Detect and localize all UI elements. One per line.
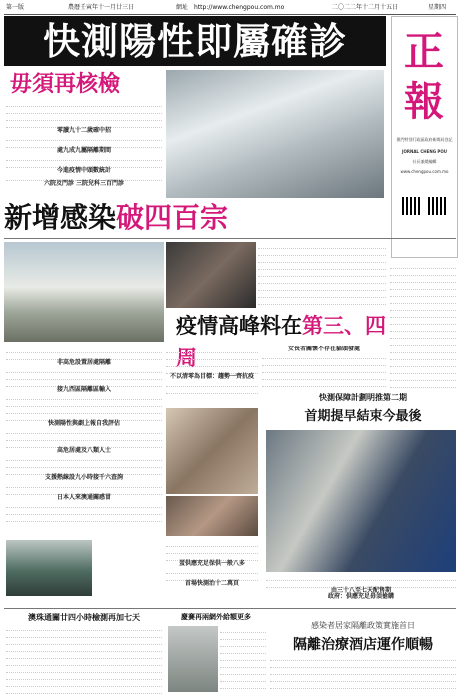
banner-part-2: 破四百宗 (116, 201, 229, 234)
story5-subhead-4: 由三十八至七天配售期 (330, 587, 391, 594)
hotel-photo (168, 626, 218, 692)
story3-subhead-2: 接九西區隔離區輸入 (56, 386, 111, 393)
story1-title: 毋須再核檢 (10, 71, 121, 97)
official-portrait-photo (166, 242, 256, 308)
site-label: 網址 (176, 4, 189, 11)
logo-char-1: 正 (404, 28, 444, 75)
story5-body (166, 540, 258, 612)
story2-title-part-1: 疫情高峰料在 (176, 313, 302, 338)
story5-subhead-1: 不以清零為目標：趨勢一齊抗疫 (169, 373, 254, 380)
qr-code-icon[interactable] (428, 197, 446, 215)
bottom-kicker: 感染者居家隔離政策實施首日 (311, 621, 415, 630)
story4-body (266, 574, 456, 604)
qr-code-icon[interactable] (402, 197, 420, 215)
story4-kicker: 快測保障計劃明推第二期 (319, 393, 407, 402)
quarantine-tent-photo (6, 540, 92, 596)
page-number: 第一版 (6, 4, 25, 11)
newspaper-logo (400, 27, 448, 127)
top-bar (4, 2, 456, 15)
infection-banner (4, 200, 386, 236)
story5-subhead-3: 蛋供應充足保供一般八多 (178, 560, 245, 567)
story2-lead-text (258, 242, 386, 308)
story4-title: 首期提早結束今最後 (304, 409, 422, 424)
masthead-registration: 澳門特別行政區政府新聞局登記 (396, 137, 453, 142)
masthead-website: www.chengpou.com.mo (400, 169, 449, 174)
masthead-english-name: JORNAL CHENG POU (402, 149, 447, 154)
story5-right-body (262, 346, 386, 390)
site-url[interactable]: http://www.chengpou.com.mo (194, 4, 285, 11)
bottom-middle-title: 慶賽再兩網外給額更多 (181, 613, 251, 621)
divider (4, 608, 456, 609)
testing-station-photo (166, 70, 384, 198)
story1-subhead-2: 處九成九屬隔離期間 (56, 147, 111, 154)
issue-date: 二〇二二年十二月十五日 (332, 4, 399, 11)
story2-title-part-2: 第三、四周 (176, 313, 386, 370)
story3-subhead-3: 快測陽性與劇上報自我評估 (47, 420, 120, 427)
story1-subhead-3: 今進疫情中頭數統計 (56, 167, 111, 174)
story5-subhead-6: 政府：供應充足毋須搶購 (327, 593, 394, 600)
story3-subhead-4: 高危居處及八類人士 (56, 447, 111, 454)
testing-queue-photo (266, 430, 456, 572)
lunar-date: 農曆壬寅年十一月廿三日 (68, 4, 135, 11)
divider (4, 238, 456, 239)
masthead (391, 16, 458, 258)
supplies-photo (166, 496, 258, 536)
banner-part-1: 新增感染 (4, 201, 117, 234)
story3-subhead-1: 非高危設置居處隔離 (56, 359, 111, 366)
weekday: 星期四 (428, 4, 447, 11)
story1-subhead-1: 零讀九十二歲確中招 (56, 127, 111, 134)
masthead-editor: 社長兼總編輯 (412, 159, 437, 164)
story2-body (166, 346, 258, 406)
bottom-title: 隔離治療酒店運作順暢 (293, 637, 433, 653)
story5-subhead-5: 首場快測治十二萬頁 (184, 580, 239, 587)
street-photo (4, 242, 164, 342)
story3-subhead-5: 支援熱線設九小時接千六查詢 (44, 474, 123, 481)
main-headline: 快測陽性即屬確診 (4, 16, 386, 66)
bottom-left-body (6, 624, 162, 694)
bottom-right-body (270, 654, 456, 694)
bottom-middle-body (220, 626, 266, 692)
masthead-column-body (390, 262, 456, 390)
story3-subhead-6: 日本人來澳通關感冒 (56, 494, 111, 501)
story1-subhead-4: 六院及門診 三院兒科三百門診 (43, 180, 125, 187)
test-kit-photo (166, 408, 258, 494)
logo-char-2: 報 (404, 78, 444, 125)
bottom-left-title: 澳珠通關廿四小時檢測再加七天 (28, 613, 140, 622)
story1-body (6, 100, 162, 196)
story5-subhead-2: 女長者關懷不存在貓頭發處 (287, 346, 360, 352)
